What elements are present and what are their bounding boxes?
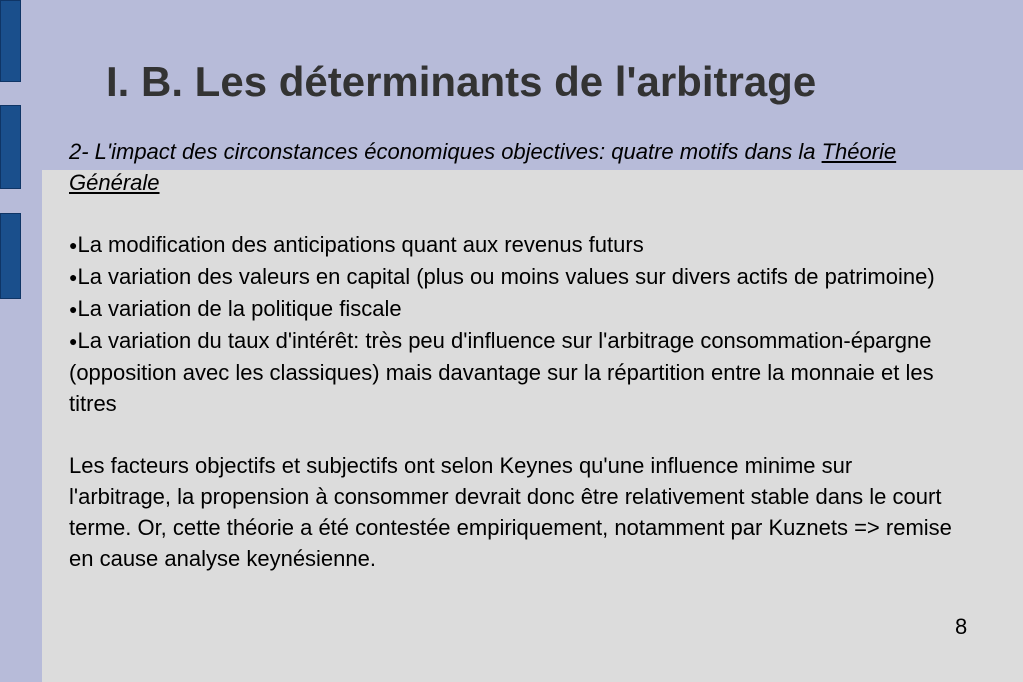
page-number: 8 xyxy=(955,614,968,639)
section-subtitle xyxy=(69,136,959,198)
slide-title: I. B. Les déterminants de l'arbitrage xyxy=(106,58,817,105)
bullet-item xyxy=(69,229,959,261)
bullet-text: La modification des anticipations quant aux revenus futurs xyxy=(77,232,644,257)
bullet-text: La variation du taux d'intérêt: très peu d'influence sur l'arbitrage consommation-épargne (opposition avec les classiques) mais davantage sur la répartition entre la monnaie et les titres xyxy=(69,328,934,416)
bullet-icon: ● xyxy=(69,333,78,349)
side-decoration-bar xyxy=(0,105,21,189)
left-decoration-strip xyxy=(0,0,42,682)
bullet-item xyxy=(69,261,959,293)
bullet-icon: ● xyxy=(69,269,78,285)
side-decoration-bar xyxy=(0,0,21,82)
bullet-item xyxy=(69,325,959,419)
conclusion-paragraph: Les facteurs objectifs et subjectifs ont selon Keynes qu'une influence minime sur l'arbitrage, la propension à consommer devrait donc être relativement stable dans le court terme. Or, cette théorie a été contestée empiriquement, notamment par Kuznets => remise en cause analyse keynésienne. xyxy=(69,453,952,571)
bullet-icon: ● xyxy=(69,237,78,253)
bullet-text: La variation de la politique fiscale xyxy=(77,296,402,321)
subtitle-book-title: Théorie Générale xyxy=(69,139,897,195)
bullet-icon: ● xyxy=(69,301,78,317)
side-decoration-bar xyxy=(0,213,21,299)
bullet-item xyxy=(69,293,959,325)
slide-body xyxy=(69,136,959,574)
bullet-text: La variation des valeurs en capital (plus ou moins values sur divers actifs de patrimoine) xyxy=(77,264,935,289)
subtitle-text: 2- L'impact des circonstances économiques objectives: quatre motifs dans la xyxy=(69,139,822,164)
